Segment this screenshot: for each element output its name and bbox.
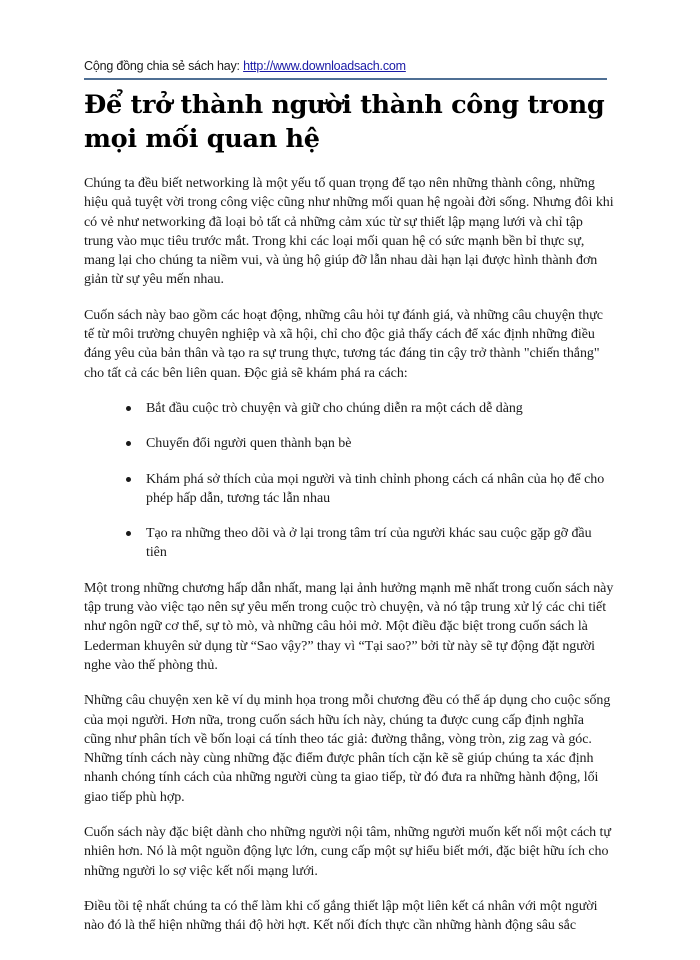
paragraph-2: Cuốn sách này bao gồm các hoạt động, những câu hỏi tự đánh giá, và những câu chuyện thực tế từ môi trường chuyên nghiệp và xã hội, chỉ cho độc giả thấy cách để xác định những điều đáng yêu của bản thân và tạo ra sự trung thực, tương tác đáng tin cậy trở thành "chiến thắng" cho tất cả các bên liên quan. Độc giả sẽ khám phá ra cách: (84, 307, 603, 381)
paragraph-1: Chúng ta đều biết networking là một yếu tố quan trọng để tạo nên những thành công, những hiệu quả tuyệt vời trong công việc cũng như những mối quan hệ ngoài đời sống. Nhưng đôi khi có vẻ như networking đã loại bỏ tất cả những cảm xúc từ sự thiết lập mạng lưới và chỉ tập trung vào mục tiêu trước mắt. Trong khi các loại mối quan hệ có sức mạnh bền bỉ thực sự, mang lại cho chúng ta niềm vui, và ủng hộ giúp đỡ lẫn nhau dài hạn lại được hình thành đơn giản từ sự yêu mến nhau. (84, 176, 614, 288)
bullet-icon (126, 441, 131, 446)
page-header (84, 58, 406, 74)
bullet-text: Tạo ra những theo dõi và ở lại trong tâm trí của người khác sau cuộc gặp gỡ đầu tiên (146, 526, 592, 561)
bullet-list (84, 399, 614, 563)
bullet-icon (126, 477, 131, 482)
paragraph-6: Điều tồi tệ nhất chúng ta có thể làm khi cố gắng thiết lập một liên kết cá nhân với một người nào đó là thể hiện những thái độ hời hợt. Kết nối đích thực cần những hành động sâu sắc (84, 898, 598, 934)
bullet-icon (126, 531, 131, 536)
bullet-text: Chuyển đổi người quen thành bạn bè (146, 436, 352, 452)
bullet-text: Khám phá sở thích của mọi người và tinh chỉnh phong cách cá nhân của họ để cho phép hấp dẫn, tương tác lẫn nhau (146, 471, 605, 506)
header-rule (84, 78, 607, 80)
bullet-item (84, 524, 614, 563)
header-text: Cộng đồng chia sẻ sách hay: (84, 59, 244, 73)
bullet-icon (126, 406, 131, 411)
paragraph-3: Một trong những chương hấp dẫn nhất, mang lại ảnh hưởng mạnh mẽ nhất trong cuốn sách này tập trung vào việc tạo nên sự yêu mến trong cuộc trò chuyện, và nó tập trung xử lý các chi tiết như ngôn ngữ cơ thể, sự tò mò, và những câu hỏi mở. Một điều đặc biệt trong cuốn sách là Lederman khuyên sử dụng từ “Sao vậy?” thay vì “Tại sao?” bởi từ này sẽ tự động đặt người nghe vào thế phòng thủ. (84, 580, 614, 673)
paragraph-4: Những câu chuyện xen kẽ ví dụ minh họa trong mỗi chương đều có thể áp dụng cho cuộc sống của mọi người. Hơn nữa, trong cuốn sách hữu ích này, chúng ta được cung cấp định nghĩa cũng như phân tích về bốn loại cá tính theo tác giả: đường thẳng, vòng tròn, zig zag và góc. Những tính cách này cùng những đặc điểm được phân tích cặn kẽ sẽ giúp chúng ta xác định nhanh chóng tính cách của những người cùng ta giao tiếp, từ đó đưa ra những hành động, lối giao tiếp phù hợp. (84, 693, 611, 805)
bullet-item (84, 399, 614, 418)
bullet-text: Bắt đầu cuộc trò chuyện và giữ cho chúng diễn ra một cách dễ dàng (146, 400, 523, 416)
bullet-item (84, 434, 614, 453)
paragraph-5: Cuốn sách này đặc biệt dành cho những người nội tâm, những người muốn kết nối một cách tự nhiên hơn. Nó là một nguồn động lực lớn, cung cấp một sự hiểu biết mới, đặc biệt hữu ích cho những người lo sợ việc kết nối mạng lưới. (84, 825, 611, 879)
bullet-item (84, 470, 614, 509)
header-link[interactable]: http://www.downloadsach.com (243, 59, 406, 73)
document-title: Để trở thành người thành công trong mọi mối quan hệ (84, 90, 605, 154)
document-body (84, 174, 614, 952)
